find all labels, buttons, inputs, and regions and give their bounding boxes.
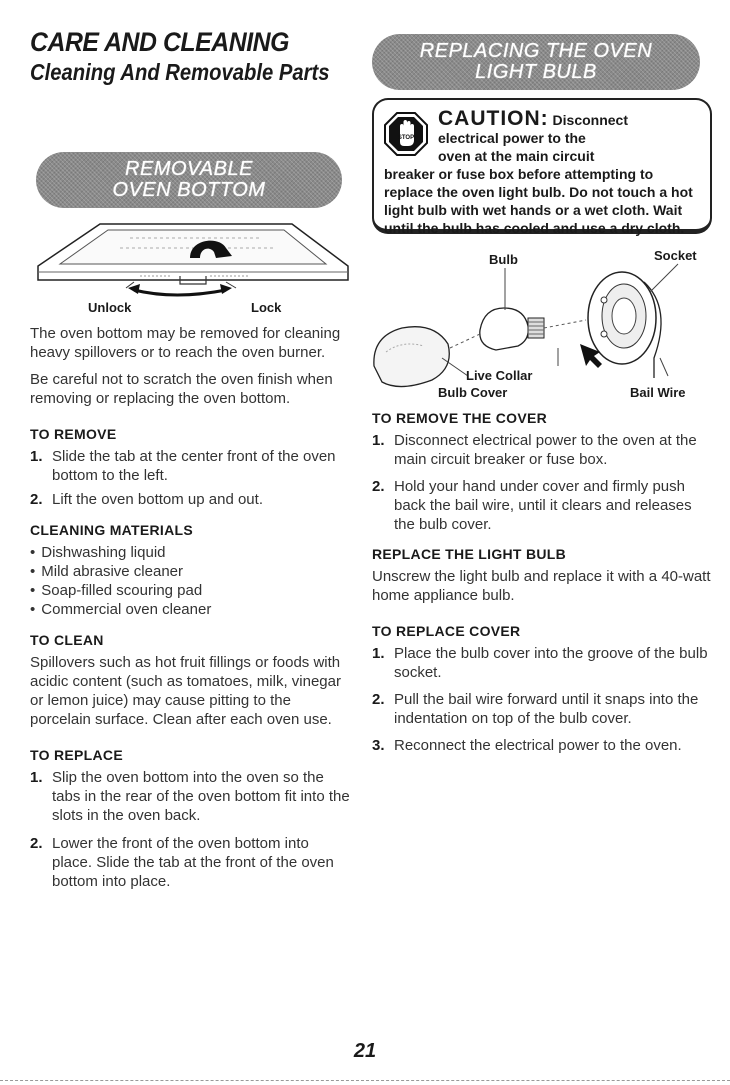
caution-line-3: oven at the main circuit [438, 148, 595, 164]
caution-box [372, 98, 712, 234]
bulb-cover-label: Bulb Cover [438, 385, 508, 400]
socket-label: Socket [654, 248, 697, 263]
to-remove-cover-heading: TO REMOVE THE COVER [372, 410, 548, 426]
list-item: 1. Disconnect electrical power to the oven at the main circuit breaker or fuse box. [372, 432, 697, 468]
left-column [30, 28, 350, 896]
banner-line-2: LIGHT BULB [475, 61, 597, 83]
list-item: 2. Lift the oven bottom up and out. [30, 491, 263, 508]
lock-label: Lock [251, 300, 282, 315]
list-item: • Mild abrasive cleaner [30, 562, 350, 581]
to-clean-paragraph: Spillovers such as hot fruit fillings or foods with acidic content (such as tomatoes, milk, vinegar or lemon juice) may cause pitting to the porcelain surface. Clean after each oven use. [30, 654, 341, 728]
bail-wire-label: Bail Wire [630, 385, 686, 400]
to-remove-steps [30, 447, 350, 509]
page-number: 21 [353, 1040, 377, 1062]
bulb-illustration [372, 248, 712, 398]
stop-label: STOP [397, 135, 415, 141]
bottom-rule [0, 1080, 730, 1081]
list-item: 2. Pull the bail wire forward until it snaps into the indentation on top of the bulb cover. [372, 691, 699, 727]
banner-line-1: REMOVABLE [125, 158, 253, 180]
caution-word: CAUTION: [438, 107, 549, 130]
bulb-figure [372, 248, 712, 398]
list-item: • Commercial oven cleaner [30, 600, 350, 619]
cleaning-materials-list [30, 543, 350, 619]
banner-line-2: OVEN BOTTOM [112, 179, 266, 201]
bulb-icon [480, 308, 528, 350]
page-subtitle: Cleaning And Removable Parts [30, 59, 330, 85]
to-replace-cover-steps [372, 644, 712, 755]
caution-text: breaker or fuse box before attempting to replace the oven light bulb. Do not touch a hot light bulb with wet hands or a wet cloth. Wait until the bulb has cooled and use a dry cloth. [384, 166, 693, 236]
unlock-label: Unlock [88, 300, 132, 315]
to-remove-cover-steps [372, 431, 712, 534]
list-item: 2. Lower the front of the oven bottom into place. Slide the tab at the front of the oven bottom into place. [30, 835, 334, 890]
caution-line-1: Disconnect [552, 112, 629, 128]
to-clean-heading: TO CLEAN [30, 632, 104, 648]
to-replace-steps [30, 768, 350, 891]
intro-paragraph-1: The oven bottom may be removed for cleaning heavy spillovers or to reach the oven burner. [30, 325, 341, 361]
bulb-cover-icon [374, 327, 449, 387]
list-item: 2. Hold your hand under cover and firmly push back the bail wire, until it clears and releases the bulb cover. [372, 478, 692, 533]
list-item: • Dishwashing liquid [30, 543, 350, 562]
page-title: CARE AND CLEANING [30, 27, 289, 57]
list-item: 3. Reconnect the electrical power to the oven. [372, 737, 682, 754]
stop-hand-icon [384, 112, 428, 156]
list-item: • Soap-filled scouring pad [30, 581, 350, 600]
cleaning-materials-heading: CLEANING MATERIALS [30, 522, 194, 538]
replace-light-bulb-paragraph: Unscrew the light bulb and replace it with a 40-watt home appliance bulb. [372, 568, 711, 604]
right-column [372, 28, 712, 760]
to-remove-heading: TO REMOVE [30, 426, 117, 442]
replace-light-bulb-heading: REPLACE THE LIGHT BULB [372, 546, 567, 562]
list-item: 1. Slide the tab at the center front of the oven bottom to the left. [30, 448, 336, 484]
list-item: 1. Place the bulb cover into the groove of the bulb socket. [372, 645, 708, 681]
double-arrow-icon [134, 290, 226, 295]
live-collar-label: Live Collar [466, 368, 533, 383]
intro-paragraph-2: Be careful not to scratch the oven finish when removing or replacing the oven bottom. [30, 371, 333, 407]
to-replace-heading: TO REPLACE [30, 747, 123, 763]
oven-bottom-illustration [30, 218, 350, 298]
list-item: 1. Slip the oven bottom into the oven so the tabs in the rear of the oven bottom fit into the slots in the oven back. [30, 769, 350, 824]
caution-line-2: electrical power to the [438, 130, 586, 146]
to-replace-cover-heading: TO REPLACE COVER [372, 623, 521, 639]
bulb-label: Bulb [489, 252, 518, 267]
replacing-light-bulb-banner [372, 34, 700, 90]
removable-oven-bottom-banner [36, 152, 342, 208]
banner-line-1: REPLACING THE OVEN [419, 40, 653, 62]
oven-bottom-figure [30, 218, 350, 316]
